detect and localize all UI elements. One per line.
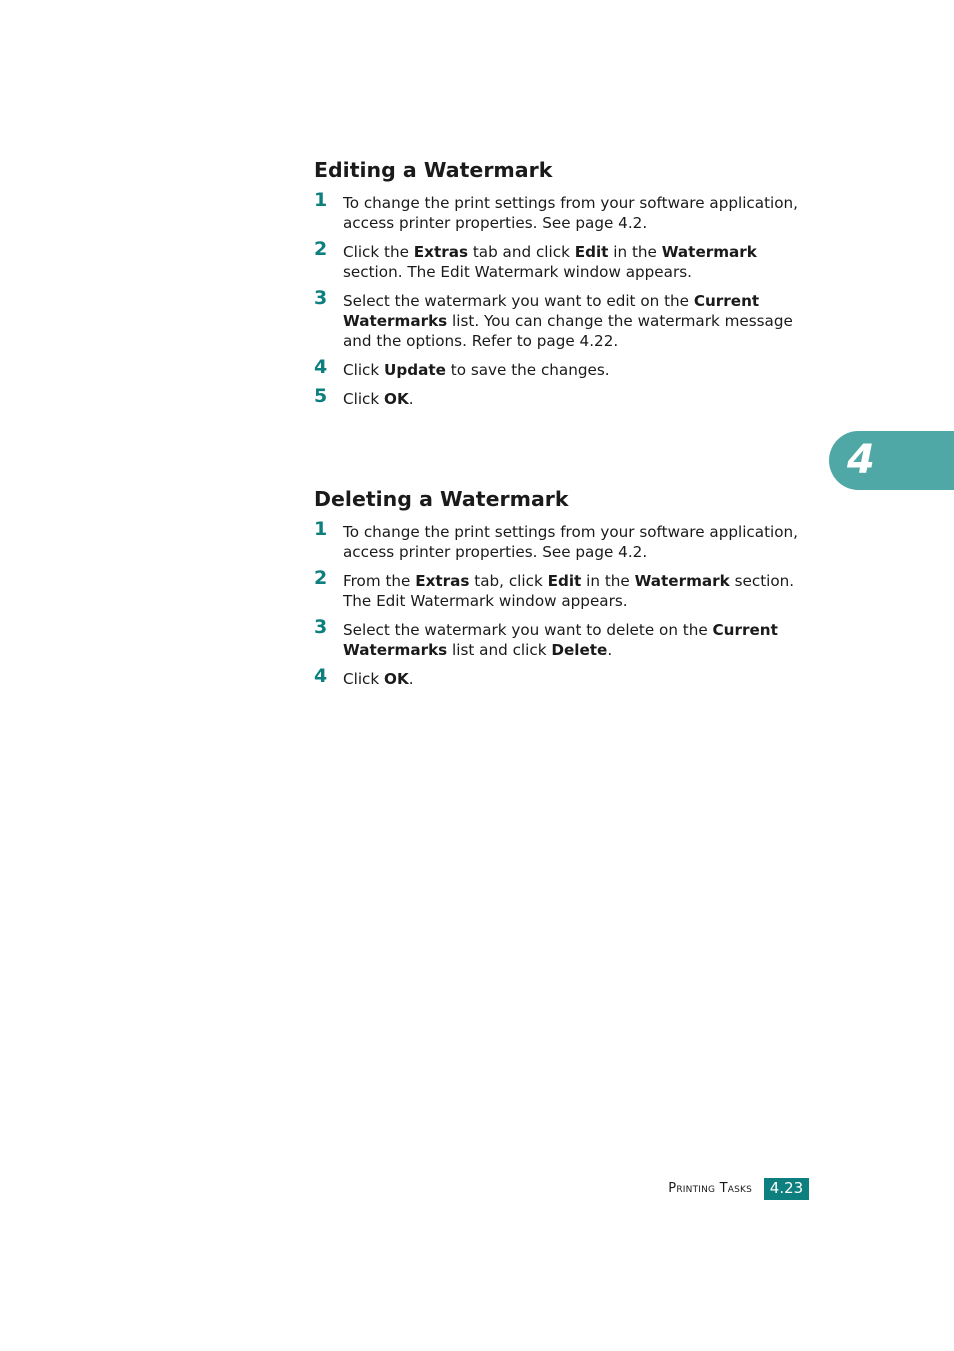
step-number: 3	[314, 616, 328, 638]
step-item	[314, 385, 814, 409]
step-text-run: From the	[343, 572, 416, 590]
step-text	[343, 572, 794, 610]
step-item	[314, 238, 814, 282]
step-text-run: section. The Edit Watermark window appears.	[343, 572, 795, 610]
step-text	[343, 670, 414, 688]
page-footer	[600, 1178, 809, 1200]
step-text-emphasis: Delete	[551, 641, 608, 659]
section-editing-watermark	[314, 156, 814, 418]
step-item	[314, 287, 814, 351]
step-item	[314, 356, 814, 380]
step-text	[343, 361, 610, 379]
step-text-emphasis: Watermark	[634, 572, 730, 590]
step-text-emphasis: Watermark	[661, 243, 757, 261]
page-number: 4.23	[764, 1178, 809, 1200]
step-text-run: To change the print settings from your software application, access printer properties. See page 4.2.	[343, 194, 798, 232]
step-number: 4	[314, 356, 328, 378]
step-text-emphasis: Update	[384, 361, 446, 379]
step-text-run: in the	[581, 572, 635, 590]
step-number: 3	[314, 287, 328, 309]
step-text	[343, 523, 798, 561]
section-deleting-watermark	[314, 485, 814, 698]
step-text-run: Click	[343, 670, 385, 688]
step-text	[343, 292, 793, 350]
step-text-run: Click	[343, 390, 385, 408]
step-number: 5	[314, 385, 328, 407]
step-text	[343, 621, 778, 659]
step-item	[314, 189, 814, 233]
step-number: 4	[314, 665, 328, 687]
step-text-emphasis: OK	[384, 670, 409, 688]
step-text-run: Click	[343, 361, 385, 379]
step-text-run: Click the	[343, 243, 414, 261]
step-text-run: section. The Edit Watermark window appears.	[343, 263, 692, 281]
step-text-run: .	[408, 390, 414, 408]
step-text-emphasis: Edit	[574, 243, 609, 261]
step-text-run: to save the changes.	[445, 361, 610, 379]
step-text-emphasis: Extras	[415, 572, 470, 590]
step-item	[314, 665, 814, 689]
step-text-emphasis: Edit	[547, 572, 582, 590]
step-text-run: tab, click	[469, 572, 548, 590]
section-heading: Deleting a Watermark	[314, 487, 569, 511]
step-item	[314, 518, 814, 562]
step-text-run: .	[607, 641, 613, 659]
step-item	[314, 567, 814, 611]
step-text-run: To change the print settings from your software application, access printer properties. See page 4.2.	[343, 523, 798, 561]
step-number: 2	[314, 238, 328, 260]
step-text-run: list. You can change the watermark message and the options. Refer to page 4.22.	[343, 312, 793, 350]
step-item	[314, 616, 814, 660]
step-text-run: .	[408, 670, 414, 688]
chapter-number: 4	[847, 437, 875, 483]
step-text-emphasis: OK	[384, 390, 409, 408]
step-number: 2	[314, 567, 328, 589]
step-text-run: in the	[608, 243, 662, 261]
step-text-run: Select the watermark you want to edit on the	[343, 292, 694, 310]
step-text	[343, 390, 414, 408]
step-text-run: Select the watermark you want to delete on the	[343, 621, 713, 639]
steps-list	[314, 189, 814, 409]
step-text-emphasis: Current Watermarks	[343, 292, 760, 330]
step-text-emphasis: Current Watermarks	[343, 621, 778, 659]
section-heading: Editing a Watermark	[314, 158, 553, 182]
step-number: 1	[314, 518, 328, 540]
chapter-tab	[829, 431, 954, 490]
step-number: 1	[314, 189, 328, 211]
step-text-emphasis: Extras	[413, 243, 468, 261]
footer-chapter-title: Printing Tasks	[668, 1181, 752, 1196]
step-text	[343, 243, 757, 281]
step-text-run: tab and click	[468, 243, 575, 261]
step-text	[343, 194, 798, 232]
steps-list	[314, 518, 814, 689]
step-text-run: list and click	[447, 641, 552, 659]
